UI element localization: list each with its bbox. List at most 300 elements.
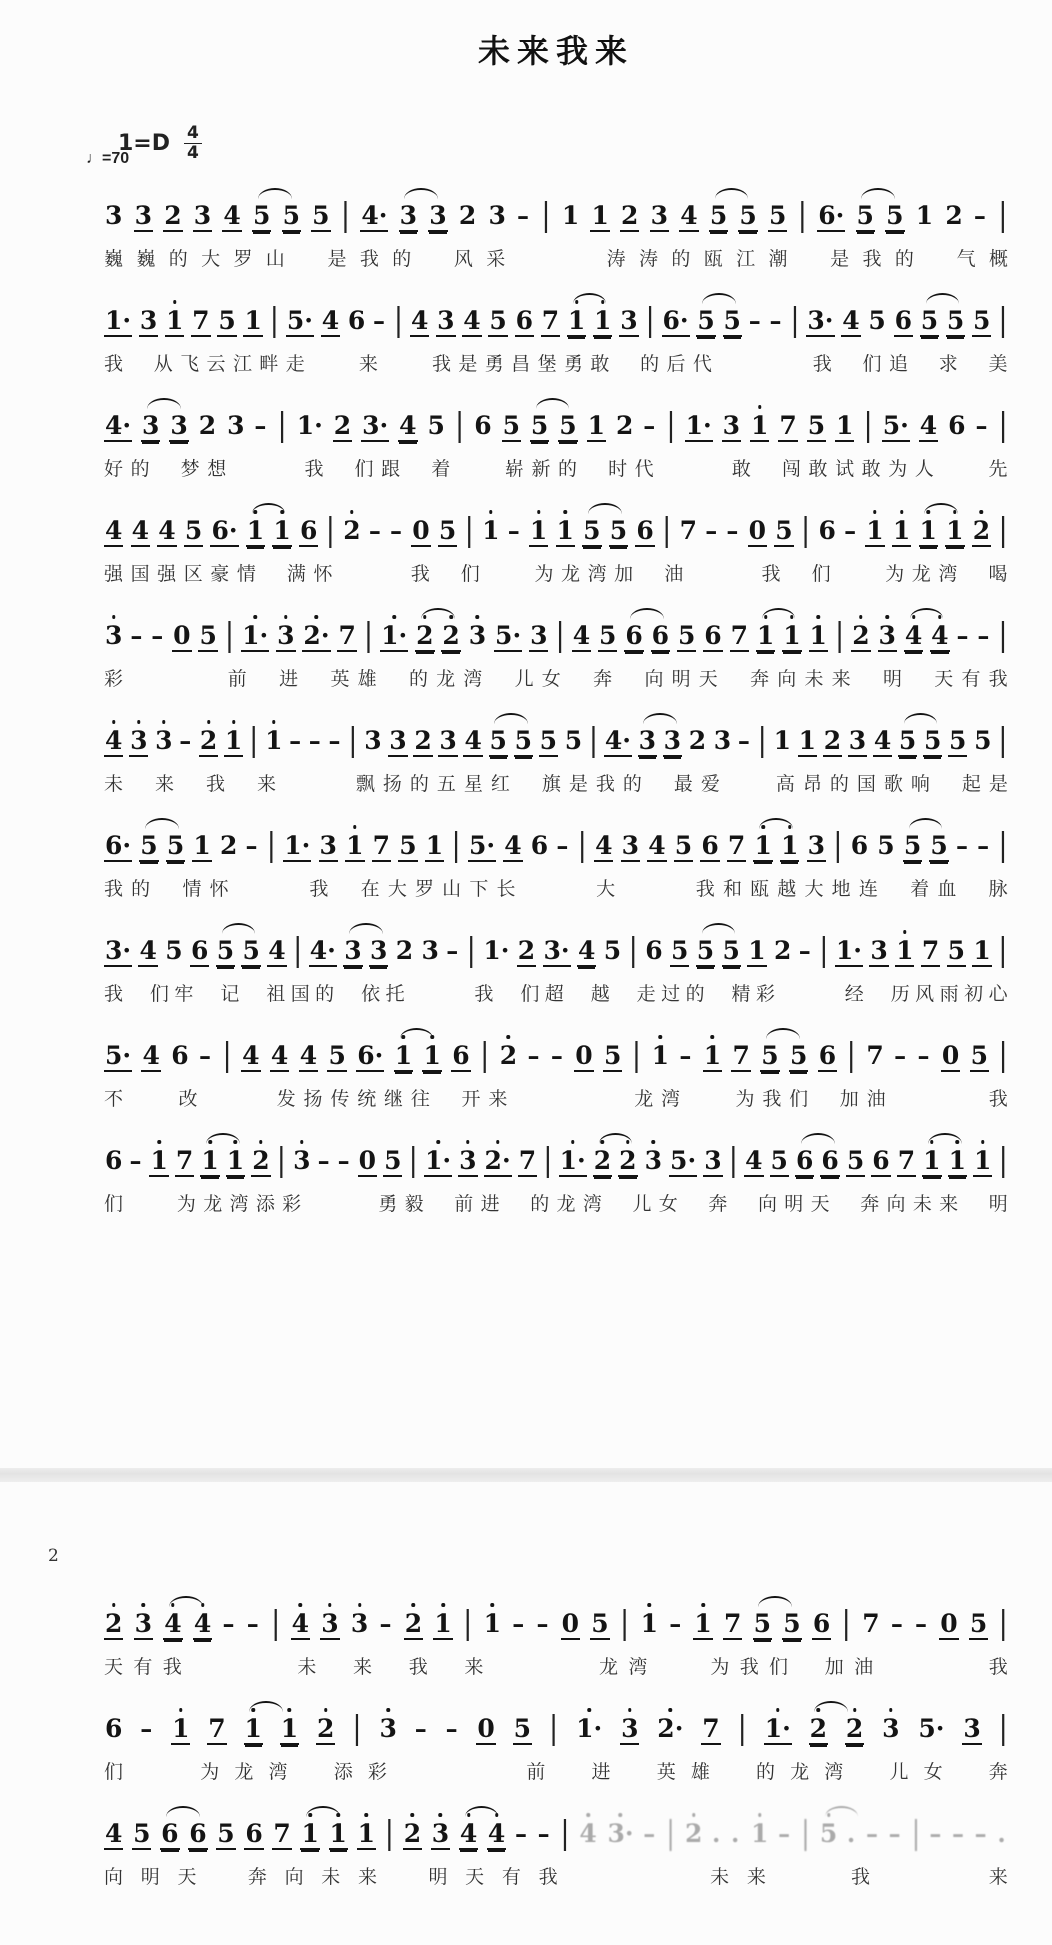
note: 5 — [513, 1714, 532, 1743]
lyric-syllable: 的 — [131, 879, 151, 900]
octave-dot — [885, 615, 889, 619]
duration-dash: – — [974, 1819, 989, 1848]
barline: | — [352, 1708, 362, 1747]
tie-arc — [349, 923, 383, 934]
barline: | — [479, 1035, 490, 1074]
octave-dot — [280, 510, 284, 514]
note: 1 — [561, 201, 580, 230]
octave-dot — [112, 615, 116, 619]
note: 2 — [499, 1043, 518, 1068]
lyric-syllable: 向 — [104, 1867, 124, 1888]
octave-dot — [495, 1813, 499, 1817]
duration-dash: – — [368, 516, 383, 545]
lyric-syllable: 有 — [961, 669, 981, 690]
lyric-syllable: 云 — [206, 354, 226, 375]
notation-line — [104, 602, 1008, 654]
note: 1 — [226, 1148, 245, 1177]
lyric-syllable: 最 — [673, 774, 693, 795]
lyric-syllable: 喝 — [988, 564, 1008, 585]
lyric-syllable: 天 — [465, 1867, 485, 1888]
note: 6 — [645, 936, 663, 965]
note: 6 — [704, 621, 722, 650]
lyric-syllable: 瓯 — [703, 249, 723, 270]
lyric-syllable: 采 — [486, 249, 506, 270]
notation-line — [104, 1022, 1008, 1074]
octave-dot — [980, 510, 984, 514]
note: 3 — [227, 411, 245, 440]
tie-arc — [536, 398, 570, 409]
lyric-syllable: 畔 — [259, 354, 279, 375]
rest: 0 — [358, 1146, 377, 1175]
octave-dot — [652, 1140, 656, 1144]
note: 3 — [620, 1716, 639, 1745]
note: 3 — [663, 726, 682, 755]
lyric-syllable: 涛 — [606, 249, 626, 270]
note: 2 — [316, 1716, 335, 1745]
barline: | — [224, 615, 235, 654]
lyric-syllable: 国 — [130, 564, 150, 585]
note: 5 — [898, 728, 917, 757]
lyric-syllable: 湾 — [824, 1762, 844, 1783]
note: 2 — [809, 1716, 828, 1745]
lyric-syllable: 们 — [104, 1194, 124, 1215]
lyric-syllable: 梦 — [180, 459, 200, 480]
note: 5 — [696, 308, 715, 337]
octave-dot — [476, 615, 480, 619]
lyric-syllable: 昂 — [802, 774, 822, 795]
barline: | — [541, 195, 551, 234]
lyric-syllable: 前 — [454, 1194, 474, 1215]
lyric-syllable: 奔 — [750, 669, 770, 690]
music-system — [104, 1127, 1008, 1216]
note: 1 — [587, 411, 606, 440]
notation-line — [104, 392, 1008, 444]
lyric-syllable: 的 — [168, 249, 188, 270]
lyrics-line — [104, 664, 1008, 691]
octave-dot — [900, 510, 904, 514]
note: 4 — [105, 1819, 123, 1848]
lyric-syllable: 湾 — [628, 1657, 648, 1678]
lyric-syllable: 明 — [140, 1867, 160, 1888]
octave-dot — [601, 300, 605, 304]
duration-dash: – — [151, 621, 166, 650]
note: 1 — [945, 518, 964, 547]
lyric-syllable: 我 — [410, 564, 430, 585]
lyric-syllable: 罗 — [414, 879, 434, 900]
note: 1· — [575, 1716, 603, 1741]
octave-dot — [466, 1140, 470, 1144]
octave-dot — [207, 720, 211, 724]
lyric-syllable: 连 — [858, 879, 878, 900]
note: 7 — [208, 1714, 226, 1743]
lyric-syllable: 为 — [710, 1657, 730, 1678]
lyric-syllable: 满 — [286, 564, 306, 585]
lyric-syllable: 进 — [279, 669, 299, 690]
lyric-syllable: 越 — [590, 984, 610, 1005]
note: 5 — [770, 1146, 788, 1175]
note: 3 — [134, 1611, 153, 1640]
lyric-syllable: 来 — [746, 1867, 766, 1888]
lyric-syllable: 未 — [104, 774, 124, 795]
lyric-syllable: 我 — [739, 1657, 759, 1678]
barline: | — [548, 1708, 559, 1747]
barline: | — [222, 1035, 232, 1074]
note: 3 — [134, 201, 152, 230]
octave-dot — [358, 1603, 362, 1607]
notation-line — [104, 1590, 1008, 1642]
barline: | — [269, 300, 280, 339]
note: 4 — [487, 1821, 506, 1850]
lyric-syllable: 我 — [595, 774, 615, 795]
note: 1 — [529, 518, 548, 547]
octave-dot — [232, 720, 236, 724]
note: 4 — [904, 623, 923, 652]
note: 1 — [753, 833, 772, 862]
note: 1 — [693, 1611, 712, 1640]
note: 4 — [268, 936, 286, 965]
lyric-syllable: 儿 — [632, 1194, 652, 1215]
barline: | — [363, 615, 374, 654]
lyric-syllable: 我 — [162, 1657, 182, 1678]
lyric-syllable: 豪 — [210, 564, 230, 585]
note: 1 — [422, 1043, 441, 1072]
octave-dot — [563, 510, 567, 514]
note: 1 — [703, 1043, 722, 1072]
note: 5· — [882, 411, 909, 440]
note: 4 — [321, 306, 340, 335]
notation-line — [104, 287, 1008, 339]
lyric-syllable: 超 — [544, 984, 564, 1005]
lyric-syllable: 旗 — [541, 774, 561, 795]
note: 5 — [312, 201, 330, 230]
note: 1 — [948, 1148, 967, 1177]
note: 5 — [723, 306, 741, 335]
barline: | — [348, 720, 358, 759]
duration-dash: – — [865, 1819, 880, 1848]
octave-dot — [162, 720, 166, 724]
lyric-syllable: 山 — [265, 249, 285, 270]
note: 4 — [242, 1041, 260, 1070]
duration-dash: – — [245, 831, 260, 860]
lyric-syllable: 们 — [811, 564, 831, 585]
octave-dot — [112, 720, 116, 724]
note: 1 — [780, 833, 799, 862]
lyric-syllable: 未 — [321, 1867, 341, 1888]
rest: 0 — [575, 1041, 593, 1070]
note: 2 — [219, 831, 238, 860]
lyric-syllable: 牢 — [174, 984, 194, 1005]
rest: 0 — [940, 1609, 958, 1638]
note: 4 — [291, 1611, 310, 1640]
octave-dot — [692, 1813, 696, 1817]
duration-dash: – — [929, 1819, 944, 1848]
note: 7 — [727, 831, 746, 860]
note: 3 — [139, 306, 158, 335]
note: 7 — [338, 621, 356, 650]
lyric-syllable: 我 — [812, 354, 832, 375]
note: 1 — [922, 1148, 941, 1177]
lyric-syllable: 五 — [436, 774, 456, 795]
lyric-syllable: 是 — [568, 774, 588, 795]
octave-dot — [758, 1813, 762, 1817]
lyric-syllable: 前 — [227, 669, 247, 690]
note: 5 — [199, 621, 217, 650]
lyric-syllable: 大 — [387, 879, 407, 900]
tie-arc — [147, 398, 181, 409]
lyric-syllable: 有 — [501, 1867, 521, 1888]
notation-line — [104, 707, 1008, 759]
barline: | — [666, 405, 676, 444]
note: 5 — [165, 936, 183, 965]
barline: | — [998, 510, 1008, 549]
lyric-syllable: 区 — [183, 564, 203, 585]
octave-dot — [816, 615, 820, 619]
octave-dot — [411, 1813, 415, 1817]
lyric-syllable: 的 — [829, 774, 849, 795]
note: 1 — [782, 623, 801, 652]
lyric-syllable: 我 — [205, 774, 225, 795]
note: 2 — [104, 1611, 123, 1640]
note: 3 — [458, 1148, 477, 1177]
lyric-syllable: 奔 — [708, 1194, 728, 1215]
barline: | — [661, 510, 672, 549]
octave-dot — [758, 405, 762, 409]
note: 4 — [873, 726, 892, 755]
note: 3 — [429, 201, 447, 230]
octave-dot — [173, 300, 177, 304]
time-signature-denominator: 4 — [184, 143, 202, 163]
lyric-syllable: 未 — [804, 669, 824, 690]
note: 5· — [495, 621, 522, 650]
note: 5 — [970, 1041, 988, 1070]
octave-dot — [586, 1813, 590, 1817]
tie-arc — [249, 1701, 283, 1712]
lyric-syllable: 扬 — [303, 1089, 323, 1110]
octave-dot — [956, 1140, 960, 1144]
note: 6 — [894, 306, 912, 335]
duration-dash: – — [737, 726, 752, 755]
note: 4 — [595, 831, 613, 860]
barline: | — [998, 930, 1008, 969]
notation-line — [104, 497, 1008, 549]
note: 7 — [679, 516, 697, 545]
lyric-syllable: 为 — [885, 564, 905, 585]
lyric-syllable: 们 — [789, 1089, 809, 1110]
octave-dot — [776, 1708, 780, 1712]
octave-dot — [288, 1708, 292, 1712]
tie-arc — [588, 503, 622, 514]
note: 3 — [343, 938, 362, 967]
lyric-syllable: 潮 — [768, 249, 788, 270]
octave-dot — [201, 1603, 205, 1607]
lyric-syllable: 是 — [327, 249, 347, 270]
note: 3 — [170, 411, 188, 440]
barline: | — [466, 930, 476, 969]
duration-dash: – — [129, 1146, 144, 1175]
duration-dash: – — [952, 1819, 966, 1848]
octave-dot — [137, 720, 141, 724]
note: 5 — [216, 938, 235, 967]
lyric-syllable: 向 — [284, 1867, 304, 1888]
page1-music-systems — [104, 182, 1008, 1216]
note: 4· — [309, 936, 336, 965]
lyric-syllable: 我 — [862, 249, 882, 270]
duration-dash: – — [337, 1146, 352, 1175]
octave-dot — [259, 1140, 263, 1144]
note: 3· — [606, 1821, 634, 1846]
notation-line — [104, 182, 1008, 234]
lyric-syllable: 往 — [410, 1089, 430, 1110]
rhythm-dot: . — [997, 1819, 1008, 1848]
note: 1 — [246, 518, 265, 547]
lyric-syllable: 托 — [385, 984, 405, 1005]
note: 3· — [362, 411, 389, 440]
note: 4 — [399, 411, 417, 440]
lyric-syllable: 我 — [988, 1657, 1008, 1678]
lyric-syllable: 我 — [104, 879, 124, 900]
note: 3 — [369, 936, 388, 965]
note: 5 — [790, 1041, 808, 1070]
note: 1 — [272, 518, 291, 547]
lyric-syllable: 们 — [104, 1762, 124, 1783]
note: 5 — [217, 1819, 235, 1848]
note: 5· — [918, 1714, 945, 1743]
lyric-syllable: 明 — [428, 1867, 448, 1888]
note: 4 — [842, 306, 860, 335]
note: 5 — [969, 1609, 988, 1638]
lyric-syllable: 越 — [777, 879, 797, 900]
note: 2 — [618, 1148, 637, 1177]
lyric-syllable: 的 — [622, 774, 642, 795]
octave-dot — [272, 720, 276, 724]
music-system — [104, 812, 1008, 901]
tempo-marking: ♩=70 — [86, 150, 130, 167]
note: 7 — [732, 1041, 750, 1070]
lyric-syllable: 湾 — [587, 564, 607, 585]
note: 7 — [724, 1609, 742, 1638]
note: 5 — [807, 411, 826, 440]
music-system — [104, 1022, 1008, 1111]
lyric-syllable: 我 — [762, 1089, 782, 1110]
note: 1 — [892, 518, 911, 547]
note: 5 — [438, 516, 457, 545]
lyric-syllable: 来 — [988, 1867, 1008, 1888]
music-system — [104, 707, 1008, 796]
note: 1· — [380, 623, 408, 652]
duration-dash: – — [308, 726, 323, 755]
note: 1 — [591, 201, 609, 230]
note: 1 — [357, 1821, 376, 1850]
barline: | — [464, 510, 474, 549]
octave-dot — [179, 1708, 183, 1712]
lyric-syllable: 的 — [409, 774, 429, 795]
time-signature-numerator: 4 — [187, 123, 199, 143]
duration-dash: – — [894, 1041, 909, 1070]
octave-dot — [571, 1140, 575, 1144]
note: 4 — [463, 306, 481, 335]
rhythm-dot: . — [846, 1819, 858, 1848]
note: 2 — [164, 201, 182, 230]
note: 5 — [947, 936, 965, 965]
octave-dot — [537, 510, 541, 514]
note: 7 — [273, 1819, 291, 1848]
note: 6 — [818, 516, 836, 545]
lyric-syllable: 湾 — [661, 1089, 681, 1110]
note: 5 — [427, 411, 445, 440]
lyric-syllable: 试 — [835, 459, 855, 480]
barline: | — [645, 300, 655, 339]
barline: | — [911, 1813, 921, 1852]
octave-dot — [981, 1140, 985, 1144]
lyric-syllable: 精 — [731, 984, 751, 1005]
tie-arc — [702, 923, 736, 934]
note: 5 — [539, 726, 558, 755]
lyrics-line — [104, 1189, 1008, 1216]
note: 5 — [489, 306, 507, 335]
duration-dash: – — [289, 726, 304, 755]
barline: | — [998, 405, 1008, 444]
barline: | — [454, 405, 465, 444]
barline: | — [631, 1035, 642, 1074]
barline: | — [665, 1813, 676, 1852]
note: 5 — [502, 411, 520, 440]
note: 6· — [211, 516, 238, 545]
duration-dash: – — [669, 1609, 684, 1638]
lyric-syllable: 统 — [357, 1089, 377, 1110]
page-number: 2 — [48, 1546, 59, 1566]
barline: | — [628, 930, 638, 969]
note: 6 — [105, 1714, 123, 1743]
tie-arc — [758, 1596, 792, 1607]
octave-dot — [449, 615, 453, 619]
note: 1· — [559, 1148, 587, 1177]
music-system — [104, 497, 1008, 586]
octave-dot — [365, 1813, 369, 1817]
note: 2 — [458, 201, 477, 230]
note: 4· — [105, 411, 132, 440]
lyrics-line — [104, 769, 1008, 796]
note: 6 — [171, 1041, 189, 1070]
note: 4 — [410, 306, 429, 335]
note: 1· — [296, 411, 323, 440]
lyric-syllable: 们 — [354, 459, 374, 480]
note: 2 — [403, 1821, 422, 1850]
octave-dot — [112, 1603, 116, 1607]
lyric-syllable: 进 — [591, 1762, 611, 1783]
lyric-syllable: 龙 — [436, 669, 456, 690]
lyric-syllable: 来 — [353, 1657, 373, 1678]
note: 7 — [866, 1041, 884, 1070]
note: 4 — [139, 936, 157, 965]
note: 1 — [651, 1043, 670, 1068]
lyric-syllable: 怀 — [313, 564, 333, 585]
lyric-syllable: 彩 — [367, 1762, 387, 1783]
lyrics-line — [104, 559, 1008, 586]
lyrics-line — [104, 349, 1008, 376]
barline: | — [543, 1140, 553, 1179]
rest: 0 — [173, 621, 191, 650]
note: 3 — [878, 623, 897, 652]
duration-dash: – — [199, 1041, 213, 1070]
lyric-syllable: 气 — [956, 249, 976, 270]
octave-dot — [299, 1603, 303, 1607]
octave-dot — [938, 615, 942, 619]
duration-dash: – — [246, 1609, 261, 1638]
octave-dot — [873, 510, 877, 514]
note: 2 — [774, 936, 792, 965]
tie-arc — [494, 713, 528, 724]
note: 6 — [636, 516, 654, 545]
